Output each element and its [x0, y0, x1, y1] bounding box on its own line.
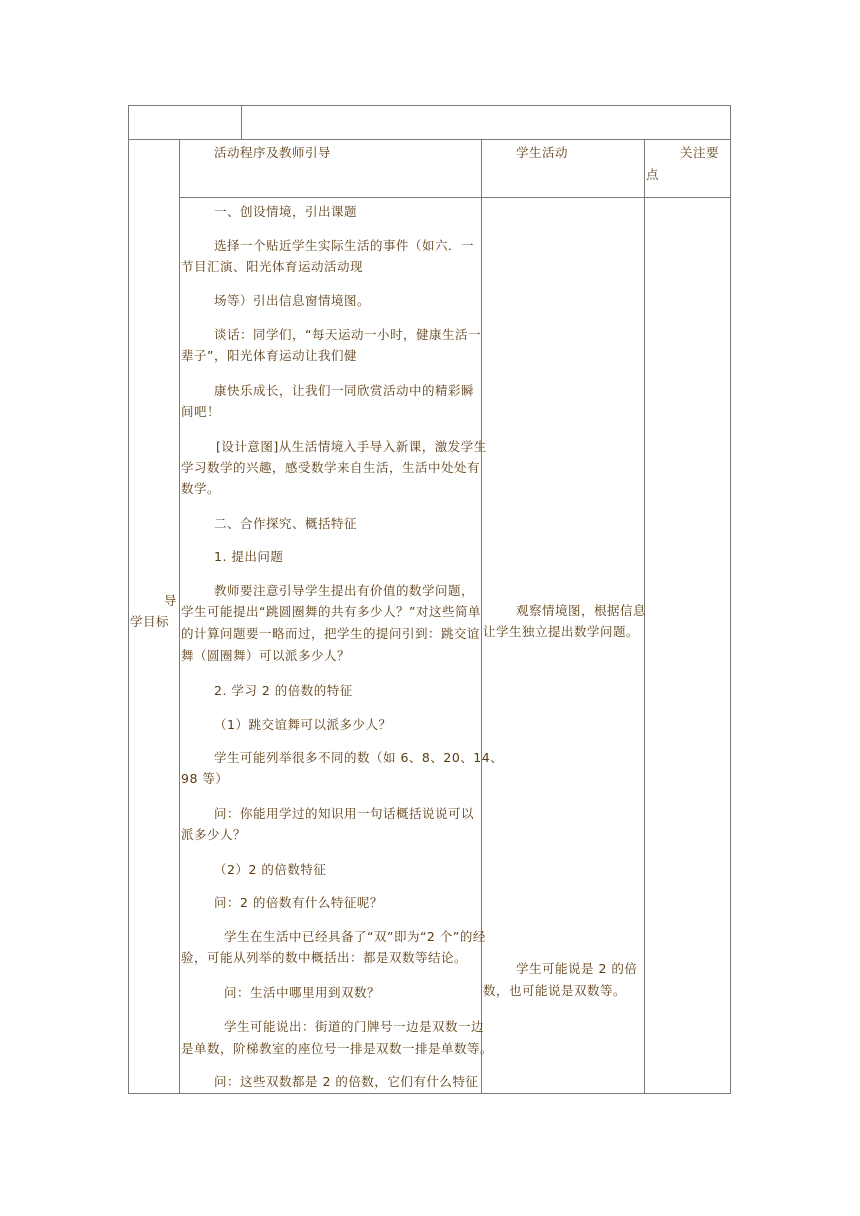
paragraph-line: （1）跳交谊舞可以派多少人？ [214, 717, 392, 732]
paragraph-line: 问：2 的倍数有什么特征呢？ [214, 895, 383, 910]
paragraph-heading-1: 一、创设情境，引出课题 [214, 204, 358, 219]
paragraph-line: 是单数，阶梯教室的座位号一排是双数一排是单数等。 [181, 1041, 494, 1056]
paragraph-line: 学生可能提出“跳圆圈舞的共有多少人？”对这些简单 [181, 604, 481, 619]
subheading-1: 1. 提出问题 [214, 549, 284, 564]
paragraph-line: 问：生活中哪里用到双数？ [224, 985, 381, 1000]
header-divider [241, 105, 242, 139]
label-column-divider [179, 139, 180, 1094]
column-header-activity: 活动程序及教师引导 [214, 145, 332, 160]
paragraph-line: 98 等） [181, 771, 229, 786]
paragraph-line: 谈话：同学们，“每天运动一小时，健康生活一 [214, 327, 481, 342]
paragraph-line: 舞（圆圈舞）可以派多少人？ [181, 648, 351, 663]
paragraph-line: 学生在生活中已经具备了“双”即为“2 个”的经 [224, 929, 486, 944]
table-border-bottom [128, 1093, 731, 1094]
paragraph-line: 辈子”，阳光体育运动让我们健 [181, 348, 357, 363]
paragraph-line: 间吧！ [181, 404, 221, 419]
row-label-line2: 学目标 [130, 614, 170, 629]
table-border-header-bottom [128, 139, 731, 140]
paragraph-line: 派多少人？ [181, 827, 247, 842]
student-activity-line: 观察情境图，根据信息 [516, 603, 647, 618]
table-border-subheader-bottom [179, 197, 731, 198]
paragraph-line: （2）2 的倍数特征 [214, 862, 327, 877]
table-border-left [128, 105, 129, 1094]
student-activity-line: 让学生独立提出数学问题。 [483, 624, 640, 639]
student-activity-line: 数，也可能说是双数等。 [483, 983, 627, 998]
paragraph-heading-2: 二、合作探究、概括特征 [214, 516, 358, 531]
paragraph-line: 验，可能从列举的数中概括出：都是双数等结论。 [181, 950, 468, 965]
row-label-line1: 导 [164, 593, 178, 608]
design-intent-line: [设计意图]从生活情境入手导入新课，激发学生 [216, 439, 487, 454]
paragraph-line: 的计算问题要一略而过，把学生的提问引到：跳交谊 [181, 626, 481, 641]
subheading-2: 2. 学习 2 的倍数的特征 [214, 683, 353, 698]
paragraph-line: 学生可能列举很多不同的数（如 6、8、20、14、 [214, 750, 504, 765]
activity-column-divider [481, 139, 482, 1094]
design-intent-line: 数学。 [181, 481, 221, 496]
paragraph-line: 学生可能说出：街道的门牌号一边是双数一边 [224, 1019, 485, 1034]
column-header-focus-line2: 点 [646, 167, 660, 182]
paragraph-line: 问：你能用学过的知识用一句话概括说说可以 [214, 806, 475, 821]
paragraph-line: 教师要注意引导学生提出有价值的数学问题， [214, 583, 475, 598]
paragraph-line: 问：这些双数都是 2 的倍数，它们有什么特征 [214, 1074, 479, 1089]
paragraph-line: 康快乐成长，让我们一同欣赏活动中的精彩瞬 [214, 383, 475, 398]
table-border-right [730, 105, 731, 1094]
paragraph-line: 场等）引出信息窗情境图。 [214, 293, 371, 308]
column-header-focus-line1: 关注要 [680, 145, 720, 160]
paragraph-line: 节目汇演、阳光体育运动活动现 [181, 259, 364, 274]
student-activity-line: 学生可能说是 2 的倍 [516, 961, 638, 976]
column-header-student: 学生活动 [516, 145, 569, 160]
table-border-top [128, 105, 731, 106]
design-intent-line: 学习数学的兴趣，感受数学来自生活，生活中处处有 [181, 460, 481, 475]
paragraph-line: 选择一个贴近学生实际生活的事件（如六．一 [214, 238, 475, 253]
